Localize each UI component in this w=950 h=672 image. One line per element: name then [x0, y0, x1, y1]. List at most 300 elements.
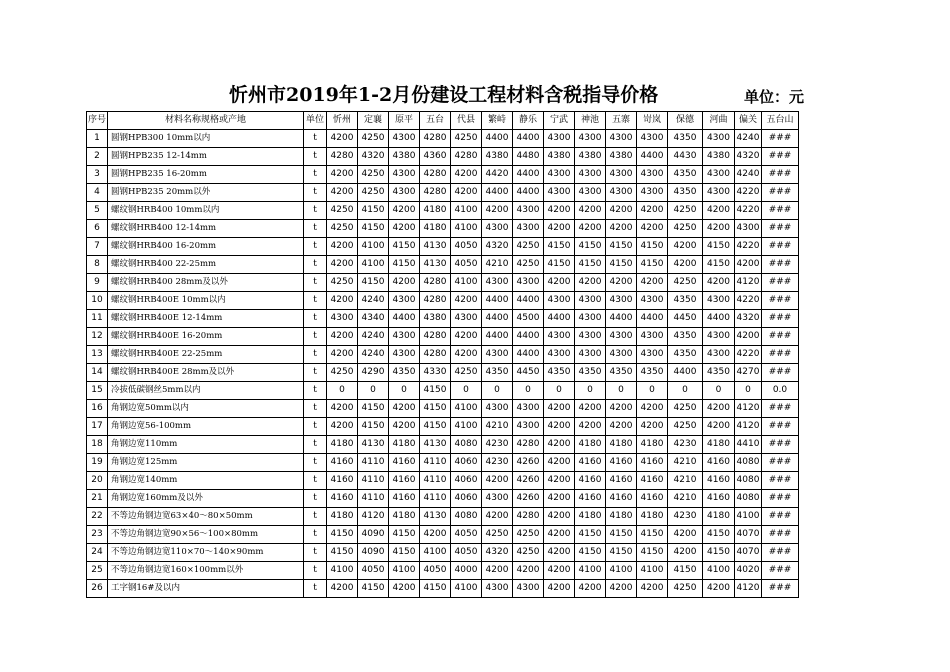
- price-cell: 4250: [668, 220, 703, 238]
- price-cell: 4100: [420, 544, 451, 562]
- price-cell: 4250: [327, 364, 358, 382]
- price-cell: 4150: [637, 238, 668, 256]
- price-cell: 4150: [703, 256, 735, 274]
- price-cell: 4200: [544, 472, 575, 490]
- material-name: 不等边角钢边宽110×70～140×90mm: [108, 544, 304, 562]
- price-cell: 4500: [513, 310, 544, 328]
- price-cell: 4160: [327, 454, 358, 472]
- price-cell: 4260: [513, 454, 544, 472]
- material-unit: t: [304, 220, 327, 238]
- price-cell: 4100: [451, 418, 482, 436]
- price-cell: 4150: [358, 580, 389, 598]
- price-cell: 4100: [358, 256, 389, 274]
- price-cell: 4200: [703, 274, 735, 292]
- price-cell: 4300: [513, 220, 544, 238]
- price-cell: 4350: [637, 364, 668, 382]
- price-cell: 4100: [451, 274, 482, 292]
- price-cell: ###: [762, 328, 799, 346]
- table-row: [87, 274, 799, 292]
- price-cell: 4300: [451, 310, 482, 328]
- price-cell: 4220: [735, 202, 762, 220]
- price-cell: 4400: [513, 130, 544, 148]
- row-index: 20: [87, 472, 108, 490]
- price-cell: 4300: [606, 328, 637, 346]
- price-cell: 4150: [575, 526, 606, 544]
- price-cell: 4200: [703, 580, 735, 598]
- price-cell: 4300: [544, 346, 575, 364]
- header-row: [87, 112, 799, 130]
- material-unit: t: [304, 184, 327, 202]
- price-cell: 4150: [358, 202, 389, 220]
- price-cell: 4200: [327, 418, 358, 436]
- price-cell: 4400: [668, 364, 703, 382]
- price-cell: 4150: [358, 220, 389, 238]
- price-cell: 4050: [451, 526, 482, 544]
- material-name: 螺纹钢HRB400E 16-20mm: [108, 328, 304, 346]
- material-unit: t: [304, 202, 327, 220]
- price-cell: 4200: [327, 238, 358, 256]
- price-cell: 4150: [575, 544, 606, 562]
- header-cell: 宁武: [544, 112, 575, 130]
- price-cell: 4200: [637, 580, 668, 598]
- price-cell: 4180: [327, 508, 358, 526]
- row-index: 21: [87, 490, 108, 508]
- row-index: 18: [87, 436, 108, 454]
- price-cell: 4280: [420, 184, 451, 202]
- price-cell: 4200: [389, 418, 420, 436]
- price-cell: 4300: [389, 328, 420, 346]
- price-cell: 4220: [735, 184, 762, 202]
- price-cell: 4200: [389, 202, 420, 220]
- price-cell: 4200: [451, 328, 482, 346]
- price-cell: 4400: [513, 346, 544, 364]
- header-cell: 五台山: [762, 112, 799, 130]
- price-cell: 4120: [735, 274, 762, 292]
- price-cell: 4400: [482, 292, 513, 310]
- price-cell: 4300: [606, 346, 637, 364]
- price-cell: 4320: [482, 544, 513, 562]
- price-cell: 4160: [327, 490, 358, 508]
- price-cell: ###: [762, 364, 799, 382]
- material-name: 角钢边宽140mm: [108, 472, 304, 490]
- header-cell: 保德: [668, 112, 703, 130]
- price-cell: 4250: [513, 544, 544, 562]
- price-cell: 4160: [606, 472, 637, 490]
- price-cell: 4150: [389, 256, 420, 274]
- material-name: 螺纹钢HRB400 10mm以内: [108, 202, 304, 220]
- table-row: [87, 454, 799, 472]
- price-cell: 4300: [482, 580, 513, 598]
- price-cell: 4300: [703, 292, 735, 310]
- material-unit: t: [304, 238, 327, 256]
- price-cell: 4280: [513, 436, 544, 454]
- price-cell: 4250: [327, 202, 358, 220]
- price-cell: 4200: [668, 256, 703, 274]
- row-index: 2: [87, 148, 108, 166]
- price-cell: 4200: [327, 346, 358, 364]
- price-cell: ###: [762, 544, 799, 562]
- row-index: 17: [87, 418, 108, 436]
- price-cell: 4300: [513, 580, 544, 598]
- price-cell: 4350: [482, 364, 513, 382]
- price-cell: 4320: [735, 148, 762, 166]
- header-cell: 繁峙: [482, 112, 513, 130]
- price-cell: 4150: [420, 400, 451, 418]
- price-cell: 4200: [420, 526, 451, 544]
- price-cell: 4360: [420, 148, 451, 166]
- material-unit: t: [304, 400, 327, 418]
- price-cell: 4220: [735, 238, 762, 256]
- price-cell: 4160: [703, 490, 735, 508]
- row-index: 14: [87, 364, 108, 382]
- price-cell: 4100: [606, 562, 637, 580]
- price-cell: 4160: [637, 472, 668, 490]
- material-name: 圆钢HPB235 16-20mm: [108, 166, 304, 184]
- table-row: [87, 346, 799, 364]
- header-cell: 定襄: [358, 112, 389, 130]
- price-cell: 4130: [420, 436, 451, 454]
- price-cell: 4080: [735, 472, 762, 490]
- price-cell: 4100: [451, 220, 482, 238]
- material-name: 螺纹钢HRB400E 12-14mm: [108, 310, 304, 328]
- price-cell: 4110: [420, 472, 451, 490]
- price-cell: 4300: [637, 130, 668, 148]
- price-cell: 4210: [482, 256, 513, 274]
- price-cell: 4220: [735, 292, 762, 310]
- price-cell: 4280: [420, 328, 451, 346]
- material-name: 角钢边宽160mm及以外: [108, 490, 304, 508]
- price-cell: 4300: [482, 490, 513, 508]
- table-row: [87, 526, 799, 544]
- material-name: 螺纹钢HRB400 22-25mm: [108, 256, 304, 274]
- material-name: 不等边角钢边宽63×40～80×50mm: [108, 508, 304, 526]
- price-cell: 4180: [703, 436, 735, 454]
- header-cell: 河曲: [703, 112, 735, 130]
- price-cell: ###: [762, 454, 799, 472]
- price-cell: ###: [762, 130, 799, 148]
- price-cell: 4350: [389, 364, 420, 382]
- price-cell: 4200: [544, 436, 575, 454]
- price-cell: 4160: [606, 490, 637, 508]
- material-unit: t: [304, 328, 327, 346]
- price-cell: 4200: [389, 220, 420, 238]
- header-cell: 五台: [420, 112, 451, 130]
- price-cell: 4380: [482, 148, 513, 166]
- price-cell: 4200: [327, 130, 358, 148]
- price-cell: 4200: [575, 202, 606, 220]
- price-cell: ###: [762, 472, 799, 490]
- material-name: 螺纹钢HRB400 16-20mm: [108, 238, 304, 256]
- price-cell: 4300: [389, 346, 420, 364]
- price-cell: 4150: [637, 526, 668, 544]
- price-cell: 4280: [327, 148, 358, 166]
- material-unit: t: [304, 472, 327, 490]
- price-cell: 4100: [451, 202, 482, 220]
- material-name: 螺纹钢HRB400E 28mm及以外: [108, 364, 304, 382]
- row-index: 8: [87, 256, 108, 274]
- price-cell: 4300: [703, 184, 735, 202]
- price-cell: 4100: [735, 508, 762, 526]
- price-cell: 4150: [420, 418, 451, 436]
- price-cell: 4380: [703, 148, 735, 166]
- price-cell: 4300: [575, 130, 606, 148]
- price-cell: 4150: [420, 382, 451, 400]
- price-cell: 4250: [358, 184, 389, 202]
- price-cell: 4240: [735, 130, 762, 148]
- price-cell: 4230: [482, 454, 513, 472]
- price-cell: 4200: [327, 184, 358, 202]
- price-cell: 4200: [544, 562, 575, 580]
- price-cell: 4120: [735, 400, 762, 418]
- price-cell: 4200: [575, 274, 606, 292]
- price-cell: 4200: [327, 166, 358, 184]
- price-cell: 4280: [420, 166, 451, 184]
- price-cell: 4450: [668, 310, 703, 328]
- price-cell: 4300: [575, 184, 606, 202]
- row-index: 25: [87, 562, 108, 580]
- price-cell: 4240: [358, 346, 389, 364]
- price-cell: ###: [762, 418, 799, 436]
- price-cell: ###: [762, 346, 799, 364]
- material-unit: t: [304, 526, 327, 544]
- price-cell: 4300: [703, 130, 735, 148]
- price-cell: 4300: [637, 346, 668, 364]
- row-index: 22: [87, 508, 108, 526]
- material-unit: t: [304, 490, 327, 508]
- price-cell: ###: [762, 166, 799, 184]
- price-cell: 0: [735, 382, 762, 400]
- price-cell: 4200: [637, 202, 668, 220]
- price-cell: 4250: [327, 220, 358, 238]
- price-cell: 4250: [668, 274, 703, 292]
- price-cell: 4100: [327, 562, 358, 580]
- price-cell: 4210: [668, 490, 703, 508]
- price-cell: 4400: [544, 310, 575, 328]
- table-row: [87, 562, 799, 580]
- price-cell: ###: [762, 274, 799, 292]
- price-cell: 4090: [358, 526, 389, 544]
- row-index: 5: [87, 202, 108, 220]
- price-cell: 4100: [451, 580, 482, 598]
- price-cell: 4200: [544, 220, 575, 238]
- row-index: 3: [87, 166, 108, 184]
- price-cell: 4150: [703, 238, 735, 256]
- material-unit: t: [304, 544, 327, 562]
- price-cell: 4200: [327, 580, 358, 598]
- price-cell: 0: [544, 382, 575, 400]
- price-cell: 4150: [327, 544, 358, 562]
- price-cell: 4070: [735, 544, 762, 562]
- price-cell: 4150: [606, 256, 637, 274]
- price-cell: 4300: [389, 130, 420, 148]
- price-cell: 4200: [606, 400, 637, 418]
- price-cell: 4350: [606, 364, 637, 382]
- price-cell: 4260: [513, 490, 544, 508]
- price-cell: 4250: [451, 364, 482, 382]
- price-cell: 4200: [327, 292, 358, 310]
- price-cell: 4320: [358, 148, 389, 166]
- price-cell: 4200: [544, 400, 575, 418]
- price-cell: 4200: [637, 418, 668, 436]
- price-cell: 4150: [358, 274, 389, 292]
- price-cell: 4300: [482, 346, 513, 364]
- price-cell: 4200: [544, 544, 575, 562]
- price-cell: 4050: [451, 256, 482, 274]
- price-table: [86, 111, 799, 598]
- material-unit: t: [304, 382, 327, 400]
- price-cell: 4400: [482, 130, 513, 148]
- price-cell: 4290: [358, 364, 389, 382]
- price-cell: 4180: [389, 436, 420, 454]
- price-cell: 4150: [389, 238, 420, 256]
- price-cell: 4150: [637, 256, 668, 274]
- price-cell: 4200: [606, 418, 637, 436]
- price-cell: 0: [358, 382, 389, 400]
- material-name: 角钢边宽125mm: [108, 454, 304, 472]
- row-index: 4: [87, 184, 108, 202]
- price-cell: 4200: [575, 580, 606, 598]
- price-cell: 4160: [703, 454, 735, 472]
- price-cell: 4300: [575, 328, 606, 346]
- price-cell: ###: [762, 400, 799, 418]
- price-cell: 4150: [420, 580, 451, 598]
- price-cell: 4200: [482, 562, 513, 580]
- price-cell: ###: [762, 526, 799, 544]
- price-cell: 4400: [513, 292, 544, 310]
- price-cell: 4300: [544, 328, 575, 346]
- price-cell: 4150: [358, 418, 389, 436]
- row-index: 10: [87, 292, 108, 310]
- price-cell: 4020: [735, 562, 762, 580]
- price-cell: 4300: [637, 184, 668, 202]
- price-cell: 4150: [358, 400, 389, 418]
- price-cell: 4110: [358, 454, 389, 472]
- price-cell: 4300: [389, 166, 420, 184]
- price-cell: 4280: [420, 346, 451, 364]
- price-cell: 4240: [735, 166, 762, 184]
- price-cell: 4180: [420, 202, 451, 220]
- price-cell: 4160: [389, 490, 420, 508]
- price-cell: 0: [327, 382, 358, 400]
- price-cell: 0: [637, 382, 668, 400]
- price-cell: 4230: [668, 436, 703, 454]
- material-name: 冷拔低碳钢丝5mm以内: [108, 382, 304, 400]
- material-name: 角钢边宽110mm: [108, 436, 304, 454]
- price-cell: 4180: [575, 436, 606, 454]
- price-cell: 4130: [420, 256, 451, 274]
- price-cell: 4380: [575, 148, 606, 166]
- price-cell: ###: [762, 148, 799, 166]
- price-cell: 4280: [420, 292, 451, 310]
- price-cell: 4200: [544, 526, 575, 544]
- table-body: [87, 130, 799, 598]
- price-cell: 4200: [544, 274, 575, 292]
- price-cell: 4300: [482, 274, 513, 292]
- price-cell: 4200: [544, 202, 575, 220]
- table-row: [87, 238, 799, 256]
- price-cell: 4300: [544, 130, 575, 148]
- price-cell: 4250: [668, 418, 703, 436]
- price-cell: 4050: [451, 238, 482, 256]
- price-cell: 4150: [637, 544, 668, 562]
- price-cell: 4200: [668, 238, 703, 256]
- material-unit: t: [304, 130, 327, 148]
- price-cell: 4180: [606, 436, 637, 454]
- material-unit: t: [304, 562, 327, 580]
- table-row: [87, 292, 799, 310]
- price-cell: 4100: [637, 562, 668, 580]
- price-cell: 4300: [637, 328, 668, 346]
- price-cell: 4200: [735, 328, 762, 346]
- price-cell: 4270: [735, 364, 762, 382]
- price-cell: 4180: [327, 436, 358, 454]
- header-cell: 岢岚: [637, 112, 668, 130]
- price-cell: 4300: [513, 400, 544, 418]
- price-cell: 4160: [327, 472, 358, 490]
- header-cell: 神池: [575, 112, 606, 130]
- price-cell: 4350: [703, 364, 735, 382]
- price-cell: 4080: [451, 508, 482, 526]
- price-cell: 4200: [451, 166, 482, 184]
- price-cell: 4160: [575, 490, 606, 508]
- material-name: 螺纹钢HRB400 12-14mm: [108, 220, 304, 238]
- row-index: 19: [87, 454, 108, 472]
- price-cell: 4180: [637, 436, 668, 454]
- table-row: [87, 220, 799, 238]
- price-cell: 4400: [513, 166, 544, 184]
- table-row: [87, 382, 799, 400]
- price-cell: 4110: [420, 454, 451, 472]
- material-name: 不等边角钢边宽90×56～100×80mm: [108, 526, 304, 544]
- table-row: [87, 328, 799, 346]
- material-unit: t: [304, 148, 327, 166]
- price-cell: 4160: [606, 454, 637, 472]
- price-cell: 4160: [575, 454, 606, 472]
- material-name: 圆钢HPB235 12-14mm: [108, 148, 304, 166]
- price-cell: 4200: [327, 256, 358, 274]
- price-cell: 4100: [389, 562, 420, 580]
- price-cell: 4280: [420, 274, 451, 292]
- price-cell: 4100: [358, 238, 389, 256]
- price-cell: 0: [513, 382, 544, 400]
- table-row: [87, 202, 799, 220]
- price-cell: 4200: [544, 490, 575, 508]
- price-cell: 4200: [668, 526, 703, 544]
- material-unit: t: [304, 580, 327, 598]
- table-row: [87, 508, 799, 526]
- price-cell: 4300: [606, 130, 637, 148]
- price-cell: 4200: [703, 202, 735, 220]
- price-cell: 4200: [451, 292, 482, 310]
- row-index: 9: [87, 274, 108, 292]
- row-index: 7: [87, 238, 108, 256]
- price-cell: 4180: [575, 508, 606, 526]
- price-cell: 4350: [544, 364, 575, 382]
- price-cell: 4430: [668, 148, 703, 166]
- price-cell: 4250: [668, 580, 703, 598]
- material-unit: t: [304, 292, 327, 310]
- price-cell: 4200: [327, 400, 358, 418]
- price-cell: 4150: [544, 238, 575, 256]
- price-cell: 4250: [513, 238, 544, 256]
- price-cell: 4380: [420, 310, 451, 328]
- price-cell: 4400: [482, 310, 513, 328]
- price-cell: 4210: [482, 418, 513, 436]
- price-cell: 4200: [544, 418, 575, 436]
- price-cell: 4150: [544, 256, 575, 274]
- material-unit: t: [304, 508, 327, 526]
- price-cell: ###: [762, 184, 799, 202]
